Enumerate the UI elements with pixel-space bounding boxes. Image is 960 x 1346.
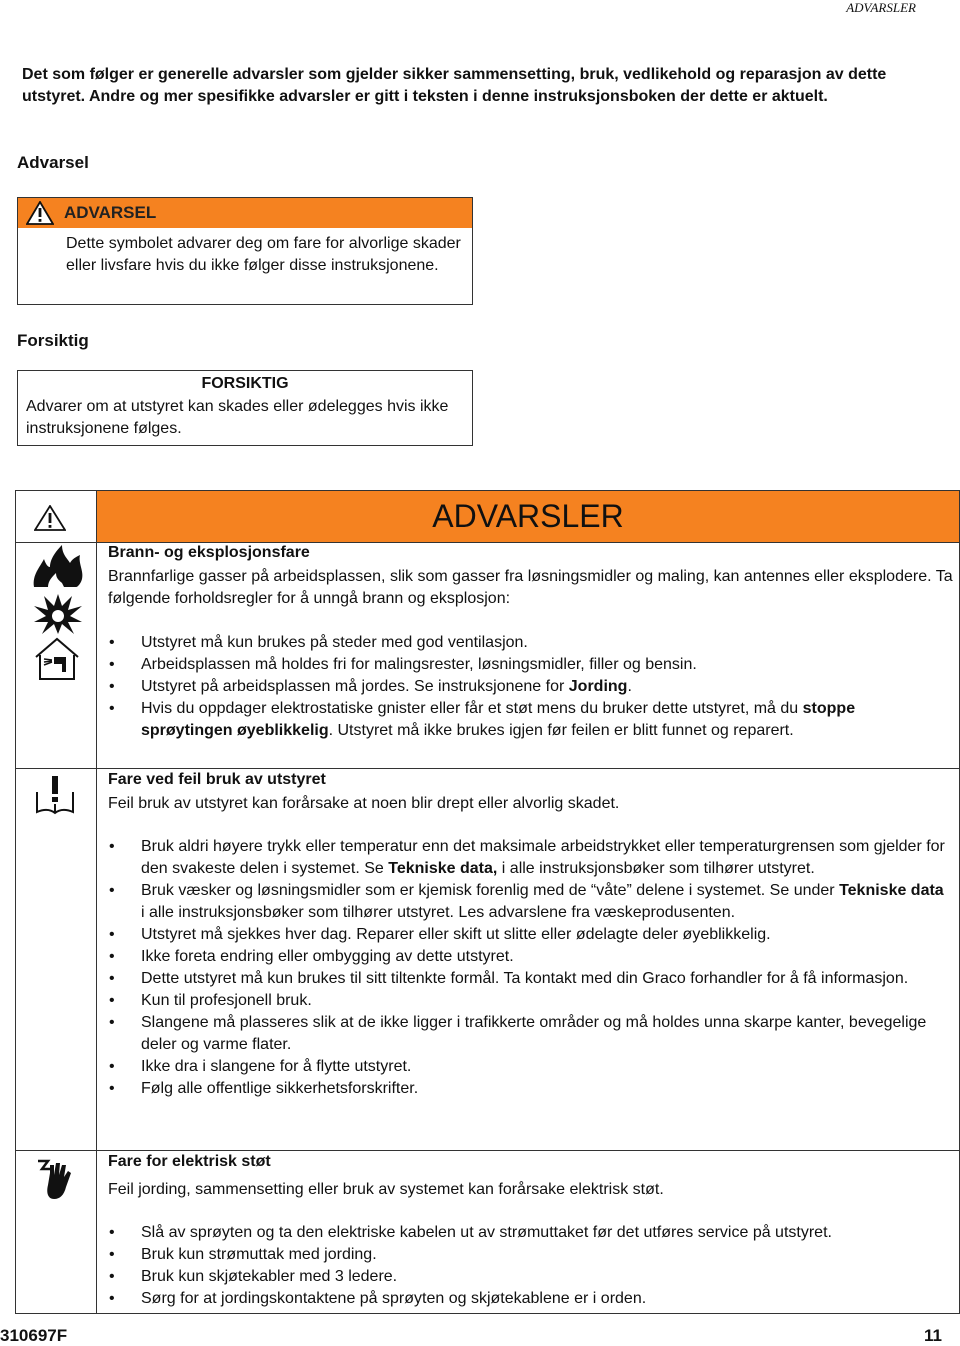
list-item-text: Bruk aldri høyere trykk eller temperatur enn det maksimale arbeidstrykket eller temperaturgrensen som gjelder for den svakeste delen i systemet. Se [141,838,945,877]
misuse-hazard-list [108,836,948,1100]
list-item-text: . Utstyret må ikke brukes igjen før feilen er blitt funnet og reparert. [328,722,794,739]
list-item-bold: Tekniske data, [388,860,498,877]
table-row-divider [16,1150,959,1151]
list-item-text: Hvis du oppdager elektrostatiske gnister eller får et støt mens du bruker dette utstyret, må du [141,700,803,717]
table-header-divider [16,542,959,543]
electric-hazard-list [108,1222,948,1310]
document-number: 310697F [0,1326,68,1345]
list-item: • Dette utstyret må kun brukes til sitt tiltenkte formål. Ta kontakt med din Graco forhandler for å få informasjon. [108,968,948,990]
page-number: 11 [924,1326,942,1345]
misuse-hazard-text: Feil bruk av utstyret kan forårsake at noen blir drept eller alvorlig skadet. [108,795,620,812]
list-item-text: i alle instruksjonsbøker som tilhører utstyret. [497,860,815,877]
list-item: • Sørg for at jordingskontaktene på sprøyten og skjøtekablene er i orden. [108,1288,948,1310]
list-item-bold: Jording [568,678,628,695]
running-header: ADVARSLER [846,0,916,15]
fire-icon [30,543,86,589]
fire-hazard-title: Brann- og eksplosjonsfare [108,544,310,561]
list-item: • Utstyret må sjekkes hver dag. Reparer eller skift ut slitte eller ødelagte deler øyeblikkelig. [108,924,948,946]
list-item [108,836,948,880]
intro-paragraph: Det som følger er generelle advarsler som gjelder sikker sammensetting, bruk, vedlikehold og reparasjon av dette utstyret. Andre og mer spesifikke advarsler er gitt i teksten i denne instruksjonsboken der dette er aktuelt. [22,66,887,105]
electric-shock-icon [36,1157,76,1201]
forsiktig-box [17,370,473,446]
list-item-text: . [627,678,632,695]
forsiktig-box-title: FORSIKTIG [201,375,289,392]
list-item: • Arbeidsplassen må holdes fri for malingsrester, løsningsmidler, filler og bensin. [108,654,948,676]
list-item: • Ikke foreta endring eller ombygging av dette utstyret. [108,946,948,968]
list-item: • Bruk kun strømuttak med jording. [108,1244,948,1266]
forsiktig-box-text: Advarer om at utstyret kan skades eller ødelegges hvis ikke instruksjonene følges. [26,398,449,437]
list-item: • Slangene må plasseres slik at de ikke ligger i trafikkerte områder og må holdes unna skarpe kanter, bevegelige deler og varme flater. [108,1012,948,1056]
advarsel-box-title: ADVARSEL [64,203,157,222]
list-item-bold: stoppe sprøytingen øyeblikkelig [141,700,856,739]
warnings-table [15,490,960,1314]
list-item [108,880,948,924]
list-item: • Bruk kun skjøtekabler med 3 ledere. [108,1266,948,1288]
advarsel-box-text: Dette symbolet advarer deg om fare for alvorlige skader eller livsfare hvis du ikke følger disse instruksjonene. [66,235,461,274]
list-item: • Kun til profesjonell bruk. [108,990,948,1012]
table-title: ADVARSLER [97,491,959,542]
no-spray-indoors-icon [32,637,82,681]
list-item-bold: Tekniske data [839,882,944,899]
electric-hazard-text: Feil jording, sammensetting eller bruk av systemet kan forårsake elektrisk støt. [108,1181,664,1198]
electric-hazard-title: Fare for elektrisk støt [108,1153,271,1170]
read-manual-icon [34,774,76,816]
table-column-divider [96,491,97,1313]
list-item: • Utstyret må kun brukes på steder med god ventilasjon. [108,632,948,654]
fire-hazard-list [108,632,948,742]
list-item: • Ikke dra i slangene for å flytte utstyret. [108,1056,948,1078]
advarsel-box-header [18,198,472,228]
advarsel-label: Advarsel [17,153,89,172]
list-item: • Følg alle offentlige sikkerhetsforskrifter. [108,1078,948,1100]
fire-hazard-text: Brannfarlige gasser på arbeidsplassen, slik som gasser fra løsningsmidler og maling, kan antennes eller eksplodere. Ta følgende forholdsregler for å unngå brann og eksplosjon: [108,568,953,607]
list-item [108,698,948,742]
explosion-icon [32,592,84,636]
forsiktig-label: Forsiktig [17,331,89,350]
list-item: • Slå av sprøyten og ta den elektriske kabelen ut av strømuttaket før det utføres service på utstyret. [108,1222,948,1244]
table-row-divider [16,768,959,769]
list-item-text: Utstyret på arbeidsplassen må jordes. Se instruksjonene for [141,678,569,695]
advarsel-box [17,197,473,305]
list-item [108,676,948,698]
warning-triangle-icon [26,201,54,225]
list-item-text: Bruk væsker og løsningsmidler som er kjemisk forenlig med de “våte” delene i systemet. Se under [141,882,840,899]
warning-triangle-icon [34,505,66,531]
list-item-text: i alle instruksjonsbøker som tilhører utstyret. Les advarslene fra væskeprodusenten. [141,904,736,921]
misuse-hazard-title: Fare ved feil bruk av utstyret [108,771,326,788]
